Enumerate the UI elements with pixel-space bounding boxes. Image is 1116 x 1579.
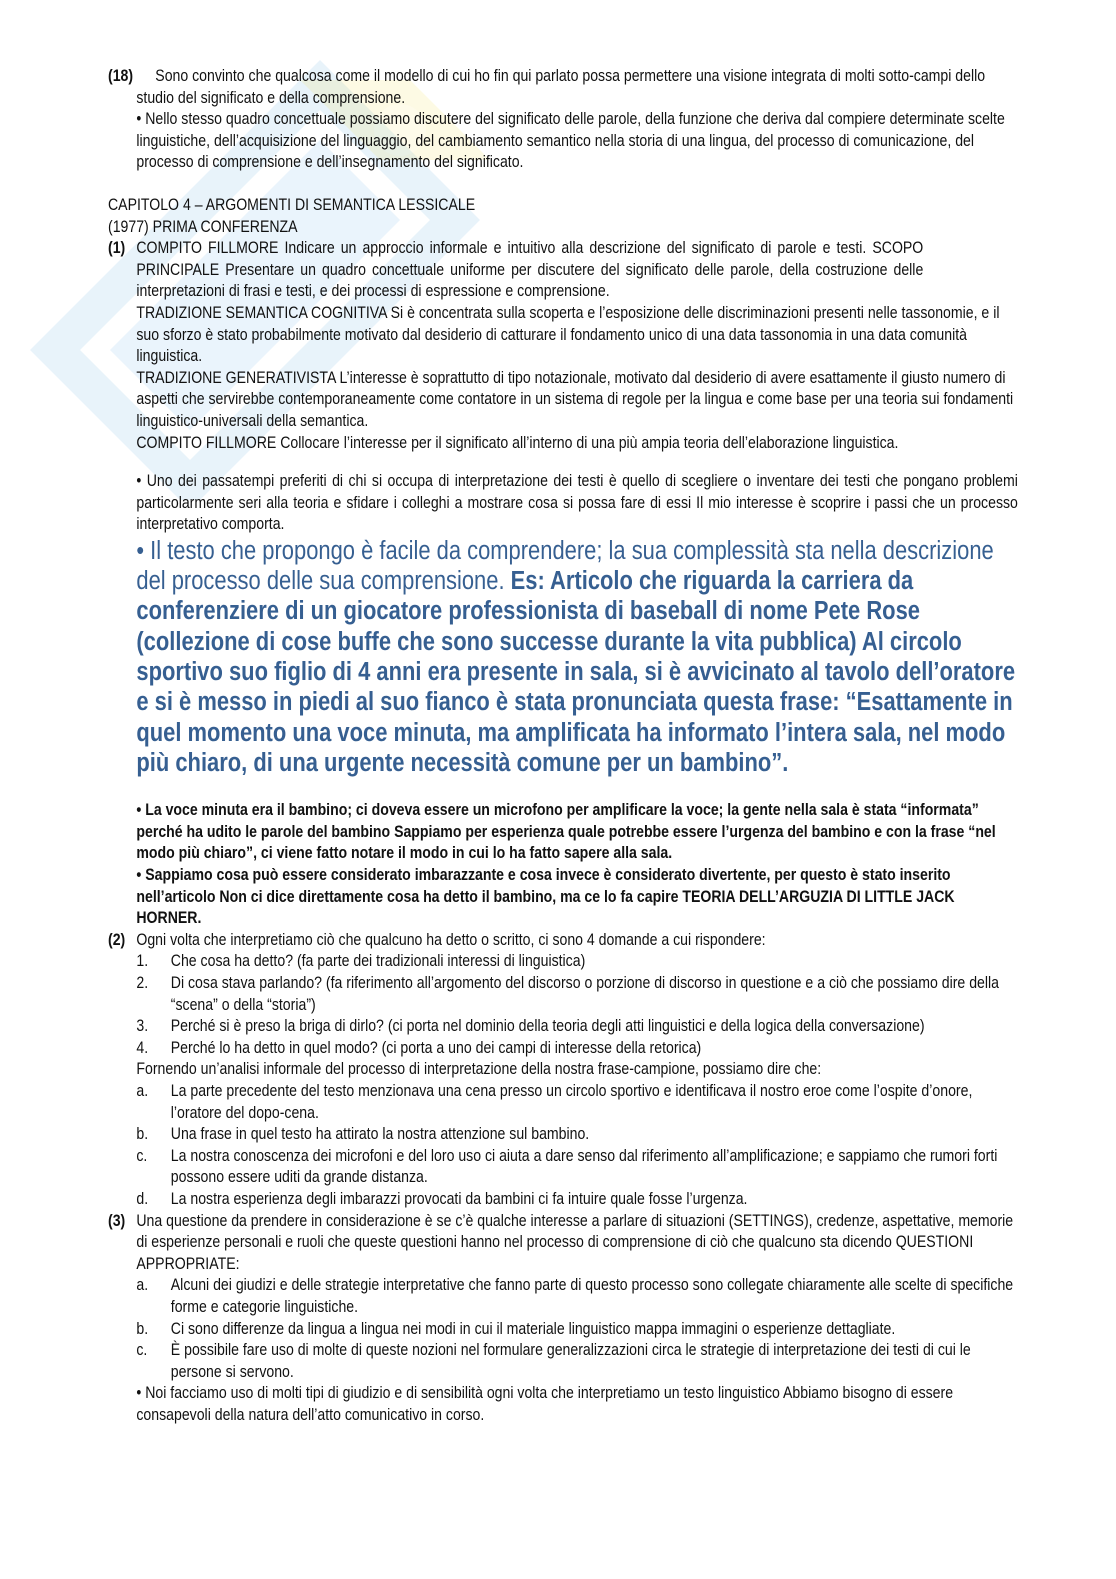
highlight-example: Es: Articolo che riguarda la carriera da conferenziere di un giocatore professionista di baseball di nome Pete Rose (collezione di cose buffe che sono successe durante la vita pubblica) Al circolo sportivo suo figlio di 4 anni era presente in sala, si è avvicinato al tavolo dell’oratore e si è messo in piedi al suo fianco è stata pronunciata questa frase: “Esattamente in quel momento una voce minuta, ma amplificata ha informato l’intera sala, nel modo più chiaro, di una urgente necessità comune per un bambino”. bbox=[136, 567, 1016, 777]
paragraph: Ogni volta che interpretiamo ciò che qualcuno ha detto o scritto, ci sono 4 domande a cui rispondere: bbox=[136, 930, 766, 949]
list-text: Di cosa stava parlando? (fa riferimento all’argomento del discorso o porzione di discorso in questione e a ciò che possiamo dire della “scena” o della “storia”) bbox=[170, 974, 999, 1014]
bullet-paragraph-bold: • La voce minuta era il bambino; ci doveva essere un microfono per amplificare la voce; la gente nella sala è stata “informata” perché ha udito le parole del bambino Sappiamo per esperienza quale potrebbe essere l’urgenza del bambino e con la frase “nel modo più chiaro”, ci viene fatto notare il modo in cui lo ha fatto sapere alla sala. bbox=[136, 801, 996, 863]
list-item bbox=[136, 1319, 1018, 1341]
list-item bbox=[136, 1124, 1018, 1146]
paragraph: COMPITO FILLMORE Collocare l’interesse per il significato all’interno di una più ampia teoria dell’elaborazione linguistica. bbox=[136, 433, 899, 452]
list-marker: c. bbox=[136, 1341, 148, 1360]
list-marker: c. bbox=[136, 1146, 148, 1165]
paragraph: Fornendo un’analisi informale del processo di interpretazione della nostra frase-campione, possiamo dire che: bbox=[136, 1060, 822, 1079]
section-number: (3) bbox=[108, 1211, 126, 1230]
list-marker: 2. bbox=[136, 974, 149, 992]
list-text: Che cosa ha detto? (fa parte dei tradizionali interessi di linguistica) bbox=[170, 952, 586, 971]
bullet-paragraph: • Nello stesso quadro concettuale possiamo discutere del significato delle parole, della funzione che deriva dal compiere determinate scelte linguistiche, dell’acquisizione del linguaggio, del cambiamento semantico nella storia di una lingua, del processo di comunicazione, del processo di comprensione e dell’insegnamento del significato. bbox=[136, 110, 1005, 172]
list-text: È possibile fare uso di molte di queste nozioni nel formulare generalizzazioni circa le strategie di interpretazione dei testi di cui le persone si servono. bbox=[170, 1341, 971, 1381]
list-item bbox=[136, 1340, 1018, 1383]
list-text: Alcuni dei giudizi e delle strategie interpretative che fanno parte di questo processo sono collegate chiaramente alle scelte di specifiche forme e categorie linguistiche. bbox=[170, 1276, 1014, 1316]
list-marker: b. bbox=[136, 1125, 149, 1144]
highlight-paragraph bbox=[136, 536, 1018, 778]
document-body bbox=[108, 66, 1018, 1426]
section-number: (2) bbox=[108, 930, 126, 949]
paragraph: COMPITO FILLMORE Indicare un approccio informale e intuitivo alla descrizione del significato di parole e testi. SCOPO PRINCIPALE Presentare un quadro concettuale uniforme per discutere del significato delle parole, della costruzione delle interpretazioni di frasi e testi, e dei processi di espressione e comprensione. bbox=[136, 239, 924, 301]
chapter-subtitle: (1977) PRIMA CONFERENZA bbox=[108, 217, 298, 236]
section-2 bbox=[108, 930, 1018, 1211]
list-marker: 1. bbox=[136, 952, 149, 971]
list-marker: b. bbox=[136, 1319, 149, 1338]
section-number: (1) bbox=[108, 239, 126, 258]
list-marker: 3. bbox=[136, 1017, 149, 1036]
list-item bbox=[136, 951, 1018, 973]
paragraph: Una questione da prendere in considerazione è se c’è qualche interesse a parlare di situazioni (SETTINGS), credenze, aspettative, memorie di esperienze personali e ruoli che queste questioni hanno nel processo di comprensione di ciò che qualcuno sta dicendo QUESTIONI APPROPRIATE: bbox=[136, 1211, 1014, 1273]
list-item bbox=[136, 973, 1018, 1016]
list-item bbox=[136, 1275, 1018, 1318]
list-item bbox=[136, 1081, 1018, 1124]
section-number: (18) bbox=[108, 67, 134, 85]
list-text: Una frase in quel testo ha attirato la nostra attenzione sul bambino. bbox=[170, 1125, 590, 1144]
section-1 bbox=[108, 238, 1018, 930]
list-text: La parte precedente del testo menzionava una cena presso un circolo sportivo e identificava il nostro eroe come l’ospite d’onore, l’oratore del dopo-cena. bbox=[170, 1081, 973, 1122]
list-item bbox=[136, 1016, 1018, 1038]
paragraph: TRADIZIONE GENERATIVISTA L’interesse è soprattutto di tipo notazionale, motivato dal desiderio di avere esattamente il giusto numero di aspetti che servirebbe contemporaneamente come contatore in un sistema di regole per la lingua e come base per una teoria sui fondamenti linguistico-universali della semantica. bbox=[136, 368, 1014, 430]
paragraph: Sono convinto che qualcosa come il modello di cui ho fin qui parlato possa permettere una visione integrata di molti sotto-campi dello studio del significato e della comprensione. bbox=[136, 67, 986, 107]
bullet-paragraph: • Uno dei passatempi preferiti di chi si occupa di interpretazione dei testi è quello di scegliere o inventare dei testi che pongano problemi particolarmente seri alla teoria e sfidare i colleghi a mostrare cosa si possa fare di essi Il mio interesse è scoprire i passi che un processo interpretativo comporta. bbox=[136, 472, 1018, 534]
list-text: La nostra esperienza degli imbarazzi provocati da bambini ci fa intuire quale fosse l’urgenza. bbox=[170, 1189, 748, 1208]
list-marker: a. bbox=[136, 1081, 149, 1100]
list-marker: 4. bbox=[136, 1038, 149, 1057]
list-marker: d. bbox=[136, 1189, 149, 1208]
list-text: La nostra conoscenza dei microfoni e del loro uso ci aiuta a dare senso dal riferimento all’amplificazione; e sappiamo che rumori forti possono essere uditi da grande distanza. bbox=[170, 1146, 998, 1187]
list-item bbox=[136, 1146, 1018, 1189]
chapter-title: CAPITOLO 4 – ARGOMENTI DI SEMANTICA LESSICALE bbox=[108, 195, 476, 214]
section-18 bbox=[108, 66, 1018, 174]
list-text: Perché lo ha detto in quel modo? (ci porta a uno dei campi di interesse della retorica) bbox=[170, 1038, 702, 1057]
section-3 bbox=[108, 1211, 1018, 1427]
list-text: Perché si è preso la briga di dirlo? (ci porta nel dominio della teoria degli atti linguistici e della logica della conversazione) bbox=[170, 1017, 925, 1036]
highlight-text: • Il testo che propongo è facile da comprendere; la sua complessità sta nella descrizione del processo delle sua comprensione. bbox=[136, 536, 994, 596]
list-text: Ci sono differenze da lingua a lingua nei modi in cui il materiale linguistico mappa immagini o esperienze dettagliate. bbox=[170, 1319, 896, 1338]
paragraph: TRADIZIONE SEMANTICA COGNITIVA Si è concentrata sulla scoperta e l’esposizione delle discriminazioni presenti nelle tassonomie, e il suo sforzo è stato probabilmente motivato dal desiderio di catturare il fondamento unico di una data tassonomia in una data comunità linguistica. bbox=[136, 303, 1000, 366]
bullet-paragraph-bold: • Sappiamo cosa può essere considerato imbarazzante e cosa invece è considerato divertente, per questo è stato inserito nell’articolo Non ci dice direttamente cosa ha detto il bambino, ma ce lo fa capire TEORIA DELL’ARGUZIA DI LITTLE JACK HORNER. bbox=[136, 866, 955, 928]
list-marker: a. bbox=[136, 1276, 149, 1295]
list-item bbox=[136, 1189, 1018, 1211]
bullet-paragraph: • Noi facciamo uso di molti tipi di giudizio e di sensibilità ogni volta che interpretiamo un testo linguistico Abbiamo bisogno di essere consapevoli della natura dell’atto comunicativo in corso. bbox=[136, 1384, 954, 1424]
list-item bbox=[136, 1038, 1018, 1060]
